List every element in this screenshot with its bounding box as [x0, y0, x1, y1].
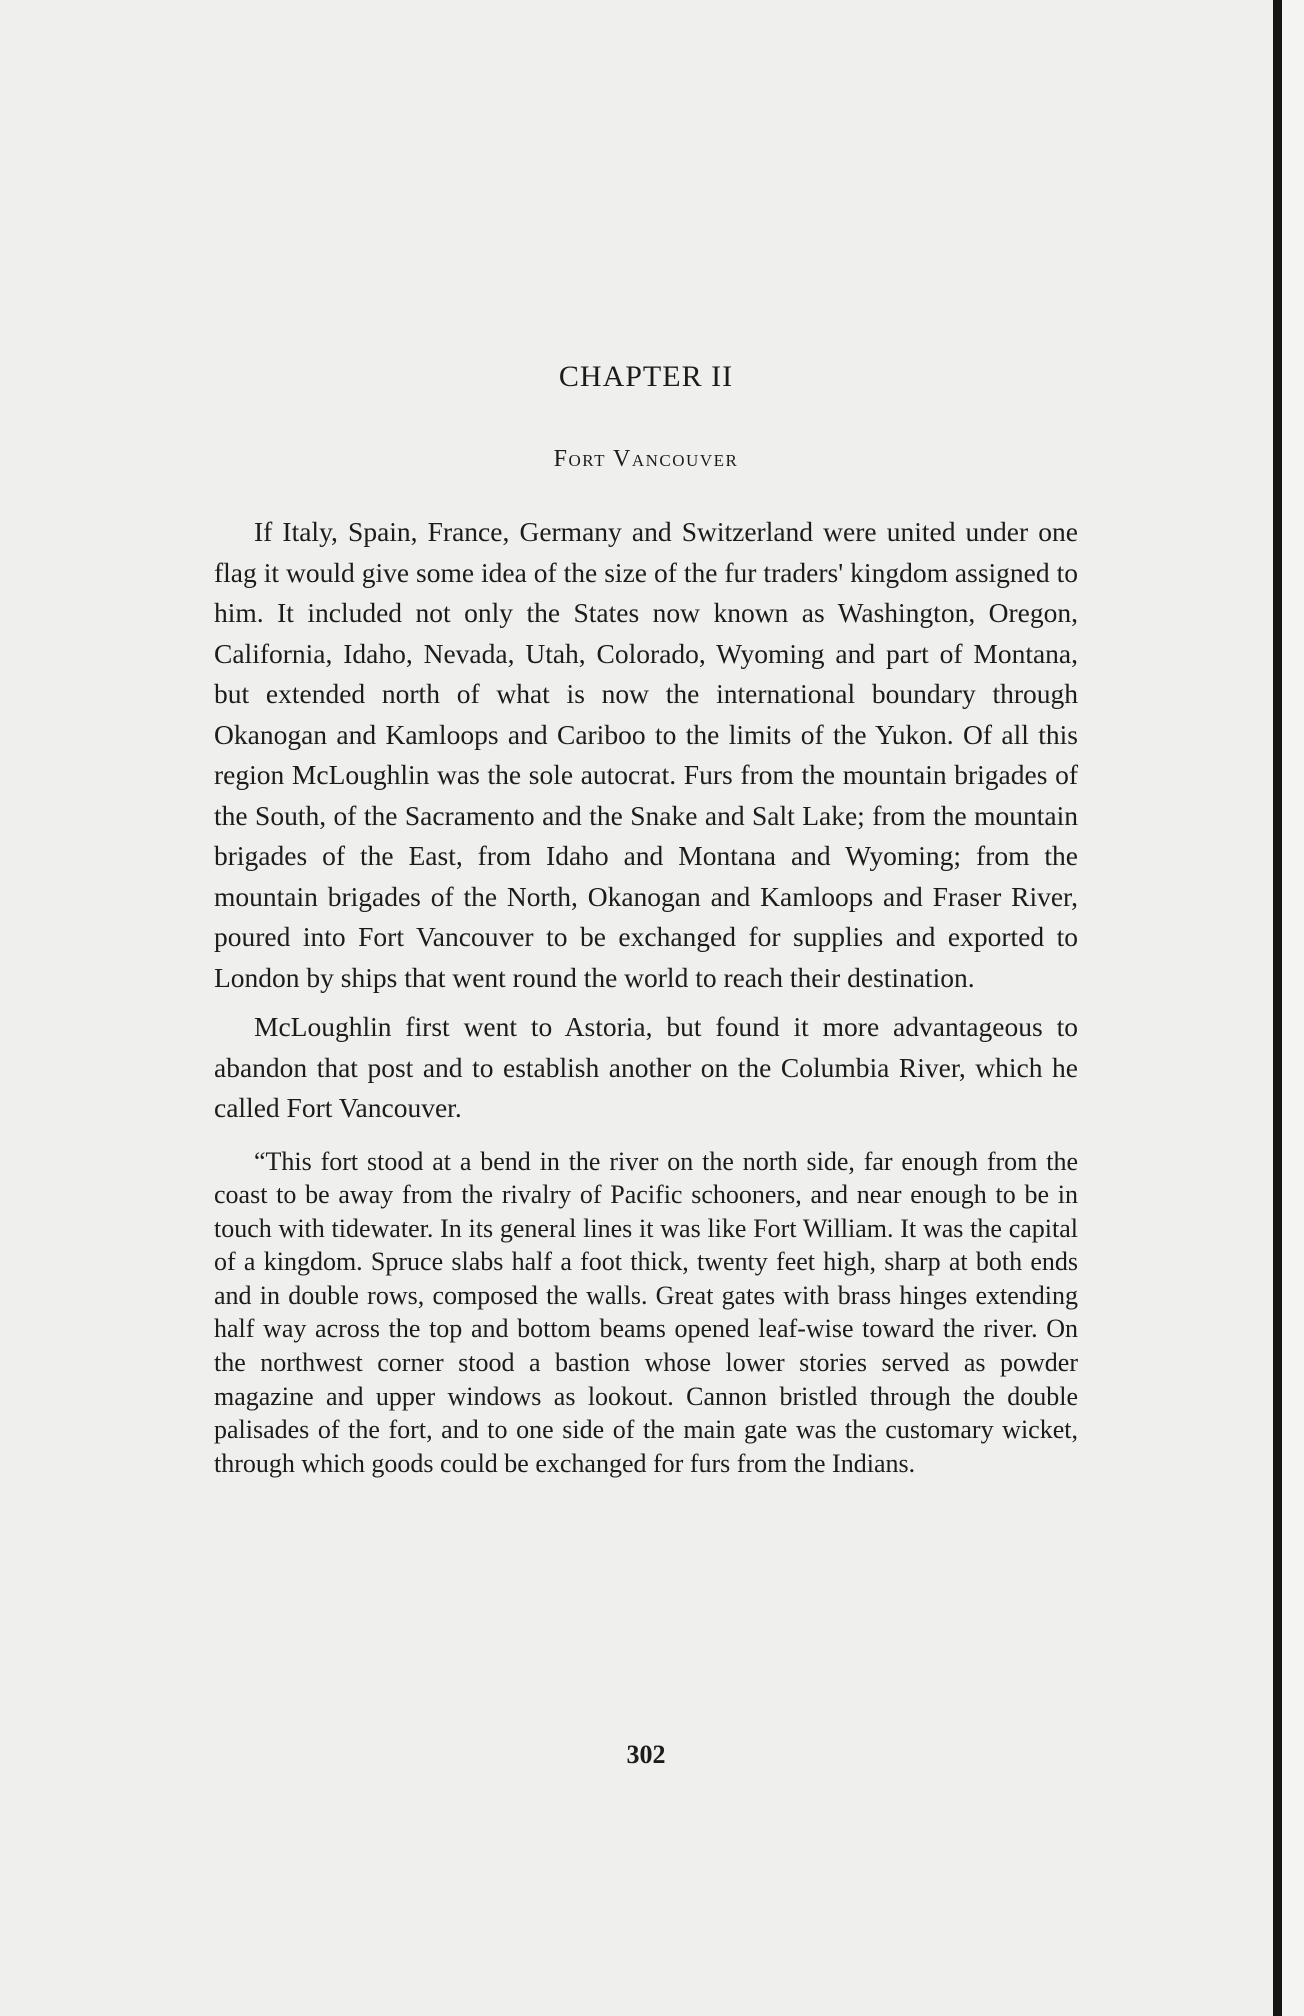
paragraph: If Italy, Spain, France, Germany and Switzerland were united under one flag it would give some idea of the size of the fur traders' kingdom assigned to him. It included not only the States now known as Washington, Oregon, California, Idaho, Nevada, Utah, Colorado, Wyoming and part of Montana, but extended north of what is now the international boundary through Okanogan and Kamloops and Cariboo to the limits of the Yukon. Of all this region McLoughlin was the sole autocrat. Furs from the mountain brigades of the South, of the Sacramento and the Snake and Salt Lake; from the mountain brigades of the East, from Idaho and Montana and Wyoming; from the mountain brigades of the North, Okanogan and Kamloops and Fraser River, poured into Fort Vancouver to be exchanged for supplies and exported to London by ships that went round the world to reach their destination. — [214, 516, 1078, 993]
quoted-paragraph: “This fort stood at a bend in the river on the north side, far enough from the coast to be away from the rivalry of Pacific schooners, and near enough to be in touch with tidewater. In its general lines it was like Fort William. It was the capital of a kingdom. Spruce slabs half a foot thick, twenty feet high, sharp at both ends and in double rows, composed the walls. Great gates with brass hinges extending half way across the top and bottom beams opened leaf-wise toward the river. On the northwest corner stood a bastion whose lower stories served as powder magazine and upper windows as lookout. Cannon bristled through the double palisades of the fort, and to one side of the main gate was the customary wicket, through which goods could be exchanged for furs from the Indians. — [214, 1146, 1078, 1478]
chapter-heading: CHAPTER II — [558, 360, 734, 393]
chapter-subtitle: Fort Vancouver — [553, 446, 739, 472]
paragraph: McLoughlin first went to Astoria, but found it more advantageous to abandon that post and to establish another on the Columbia River, which he called Fort Vancouver. — [214, 1011, 1078, 1123]
body-text — [214, 512, 1078, 1480]
page-number: 302 — [626, 1740, 666, 1769]
page-edge-border — [1273, 0, 1282, 2016]
page-margin-shade — [1282, 0, 1304, 2016]
